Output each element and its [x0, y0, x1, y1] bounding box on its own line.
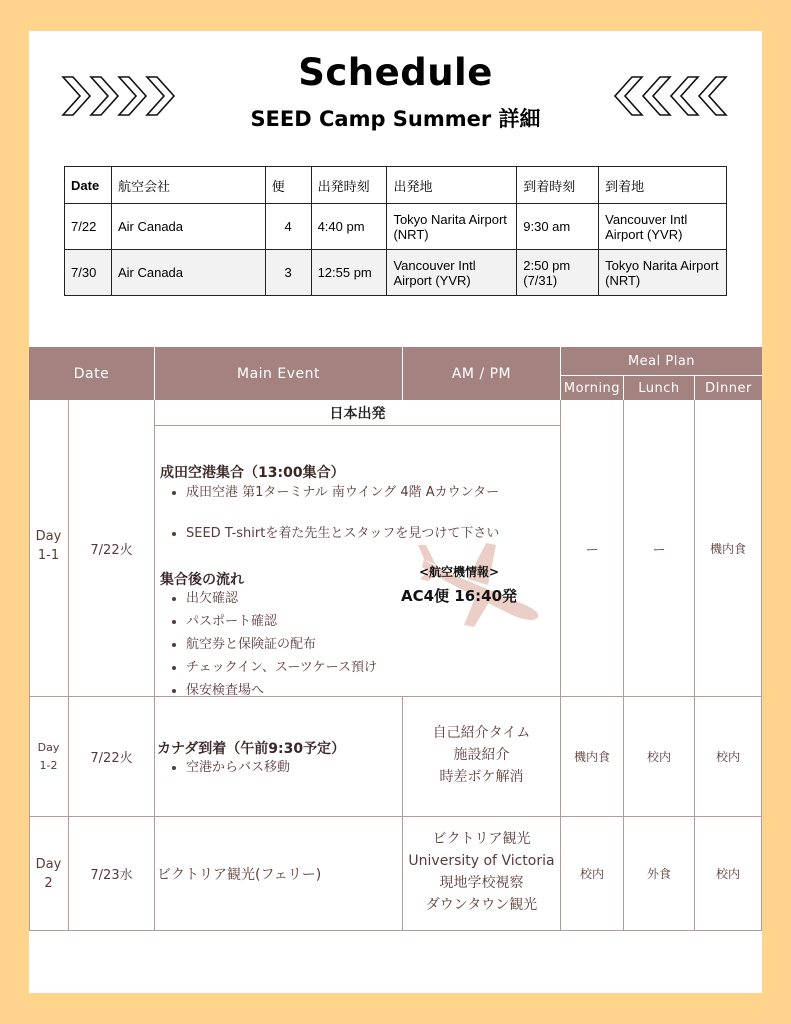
schedule-table: [29, 347, 762, 931]
col-date: Date: [65, 167, 112, 204]
narita-list: [160, 481, 499, 545]
cell-date: 7/22: [65, 204, 112, 250]
list-item: • 成田空港 第1ターミナル 南ウイング 4階 Aカウンター: [186, 481, 499, 504]
cell-date: 7/30: [65, 250, 112, 296]
event-title: カナダ到着（午前9:30予定）: [157, 741, 346, 757]
table-row: [65, 204, 727, 250]
header-main-event: Main Event: [155, 347, 402, 400]
list-item: • 空港からバス移動: [186, 756, 290, 779]
cell-arr-place: Vancouver Intl Airport (YVR): [599, 204, 727, 250]
arrival-list: [160, 756, 290, 779]
cell-dep-place: Tokyo Narita Airport (NRT): [387, 204, 517, 250]
section-title-narita: 成田空港集合（13:00集合）: [160, 465, 345, 481]
meal-morning: ー: [585, 542, 599, 558]
cell-arr-time: 9:30 am: [517, 204, 599, 250]
meal-lunch: ー: [652, 542, 666, 558]
list-item: • チェックイン、スーツケース預け: [186, 656, 377, 679]
meal-plan-divider: [563, 375, 760, 376]
list-item: • SEED T-shirtを着た先生とスタッフを見つけて下さい: [186, 522, 499, 545]
flights-table: [64, 166, 727, 296]
date-cell: 7/22火: [90, 542, 133, 558]
meal-morning: 校内: [579, 867, 604, 881]
flight-info-detail: AC4便 16:40発: [400, 587, 518, 605]
col-dep-place: 出発地: [387, 167, 517, 204]
ampm-item: ダウンタウン観光: [425, 897, 538, 913]
cell-airline: Air Canada: [111, 250, 265, 296]
day-1-2-label: Day 1-2: [37, 740, 60, 772]
cell-dep-place: Vancouver Intl Airport (YVR): [387, 250, 517, 296]
cell-arr-time: 2:50 pm (7/31): [517, 250, 599, 296]
header-dinner: DInner: [695, 376, 762, 400]
day-1-1-label: Day 1-1: [35, 529, 62, 563]
banner-divider: [155, 425, 560, 426]
flights-header-row: [65, 167, 727, 204]
col-airline: 航空会社: [111, 167, 265, 204]
ampm-item: ビクトリア観光: [432, 831, 531, 847]
list-item: • 航空券と保険証の配布: [186, 633, 377, 656]
date-cell: 7/23水: [90, 868, 133, 883]
ampm-item: 時差ボケ解消: [439, 769, 524, 785]
col-arr-time: 到着時刻: [517, 167, 599, 204]
header-date: Date: [29, 347, 154, 400]
page-subtitle: SEED Camp Summer 詳細: [250, 107, 541, 131]
list-item: • パスポート確認: [186, 610, 377, 633]
flow-list: [160, 587, 377, 702]
row-divider: [29, 930, 762, 931]
ampm-cell: [403, 828, 560, 916]
ampm-item: 現地学校視察: [439, 875, 524, 891]
cell-dep-time: 4:40 pm: [311, 204, 387, 250]
cell-airline: Air Canada: [111, 204, 265, 250]
schedule-page: [29, 31, 762, 993]
ampm-item: 施設紹介: [453, 747, 510, 763]
event-title: ビクトリア観光(フェリー): [157, 866, 322, 883]
table-row: [65, 250, 727, 296]
list-item: • 保安検査場へ: [186, 679, 377, 702]
cell-arr-place: Tokyo Narita Airport (NRT): [599, 250, 727, 296]
day-label: [29, 697, 68, 816]
page-title: Schedule: [298, 51, 493, 94]
section-title-flow: 集合後の流れ: [160, 572, 244, 588]
meal-dinner: 校内: [715, 867, 740, 881]
meal-lunch: 校内: [646, 750, 671, 764]
meal-dinner: 校内: [715, 750, 740, 764]
ampm-item: 自己紹介タイム: [432, 725, 531, 741]
cell-dep-time: 12:55 pm: [311, 250, 387, 296]
header-lunch: Lunch: [624, 376, 694, 400]
day-2-label: Day 2: [35, 856, 62, 891]
list-item: • 出欠確認: [186, 587, 377, 610]
ampm-cell: [403, 722, 560, 788]
day-label: [29, 817, 68, 930]
header-ampm: AM / PM: [403, 347, 560, 400]
header-meal-plan: Meal Plan: [561, 347, 762, 375]
date-cell: 7/22火: [90, 751, 133, 766]
col-arr-place: 到着地: [599, 167, 727, 204]
meal-dinner: 機内食: [709, 541, 746, 556]
ampm-item: University of Victoria: [408, 853, 555, 869]
meal-lunch: 外食: [646, 867, 671, 881]
header-morning: Morning: [561, 376, 623, 400]
departure-banner: 日本出発: [329, 406, 386, 422]
col-dep-time: 出発時刻: [311, 167, 387, 204]
day-label: [29, 511, 68, 581]
flight-info-title: <航空機情報>: [418, 565, 500, 579]
meal-morning: 機内食: [573, 750, 610, 764]
col-divider: [761, 400, 762, 931]
airplane-icon: [416, 539, 546, 629]
cell-flight: 4: [265, 204, 311, 250]
cell-flight: 3: [265, 250, 311, 296]
col-flight: 便: [265, 167, 311, 204]
